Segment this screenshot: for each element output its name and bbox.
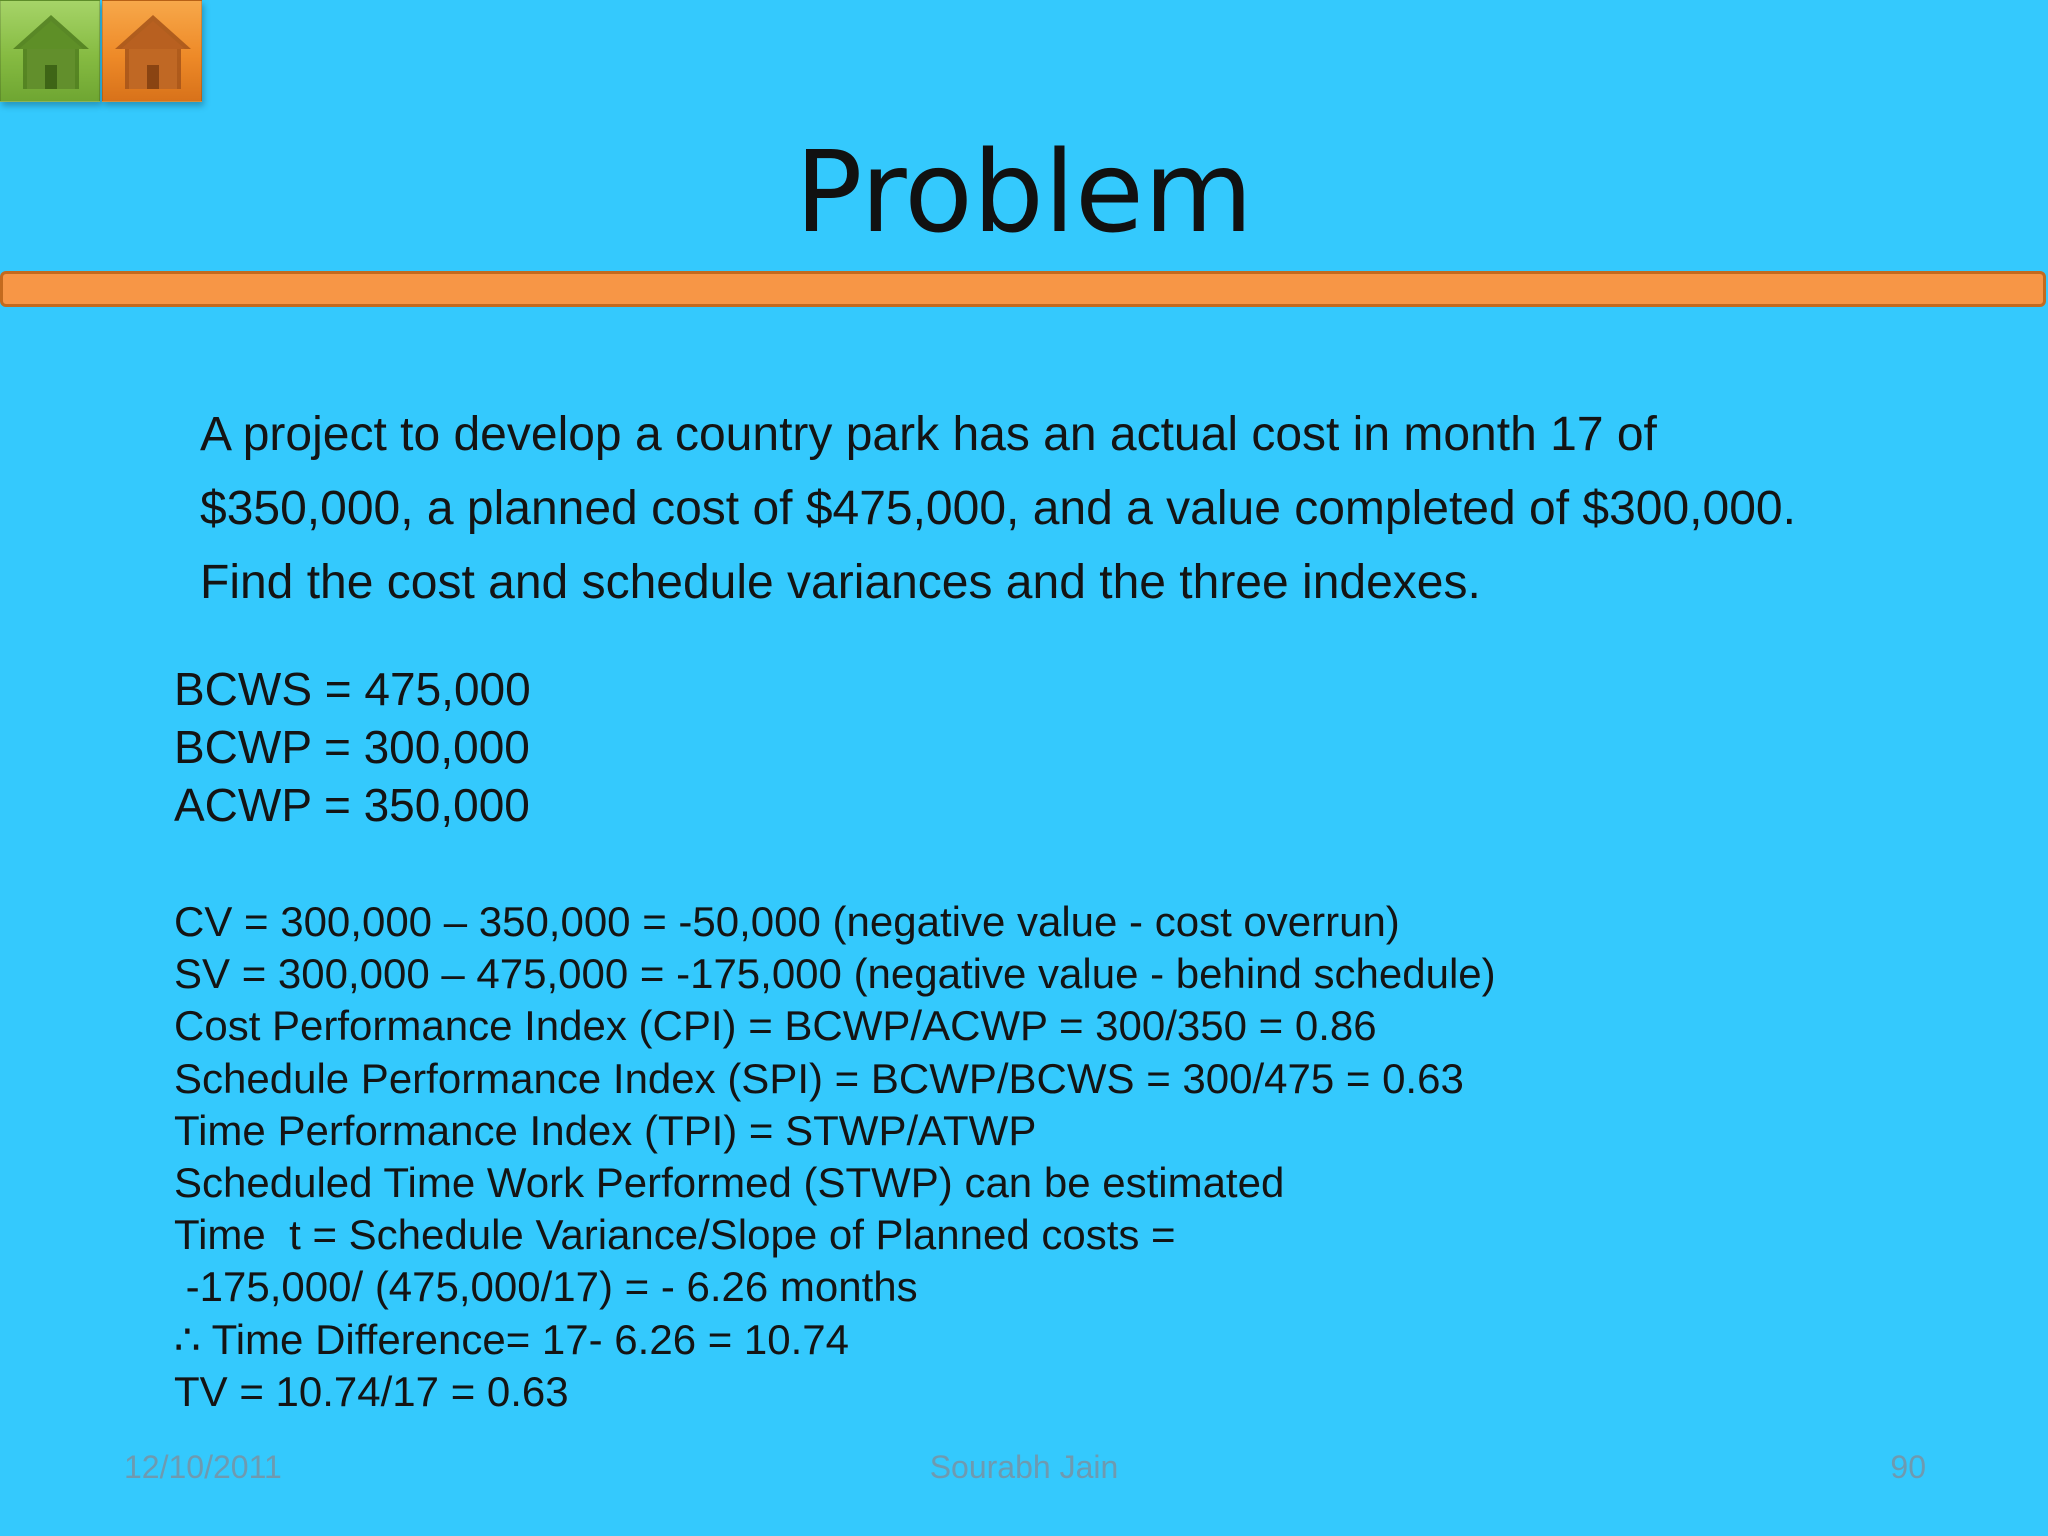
given-values bbox=[174, 660, 531, 834]
problem-statement bbox=[200, 398, 1960, 620]
solution-line: SV = 300,000 – 475,000 = -175,000 (negative value - behind schedule) bbox=[174, 950, 1496, 998]
problem-line: A project to develop a country park has an actual cost in month 17 of bbox=[200, 408, 1657, 461]
home-icon bbox=[111, 9, 195, 93]
solution-line: TV = 10.74/17 = 0.63 bbox=[174, 1367, 569, 1415]
home-icon bbox=[9, 9, 93, 93]
footer-page-number: 90 bbox=[1890, 1449, 1926, 1485]
slide-title: Problem bbox=[795, 128, 1253, 258]
solution-line: ∴ Time Difference= 17- 6.26 = 10.74 bbox=[174, 1315, 850, 1363]
solution-line: CV = 300,000 – 350,000 = -50,000 (negative value - cost overrun) bbox=[174, 898, 1400, 945]
solution-steps bbox=[174, 896, 1496, 1418]
footer-author: Sourabh Jain bbox=[929, 1449, 1119, 1485]
solution-line: -175,000/ (475,000/17) = - 6.26 months bbox=[174, 1263, 918, 1311]
footer-date: 12/10/2011 bbox=[124, 1449, 282, 1485]
variable-line: BCWS = 475,000 bbox=[174, 663, 531, 715]
variable-line: ACWP = 350,000 bbox=[174, 779, 530, 831]
solution-line: Scheduled Time Work Performed (STWP) can be estimated bbox=[174, 1159, 1285, 1207]
title-divider-bar bbox=[0, 271, 2046, 307]
problem-line: Find the cost and schedule variances and the three indexes. bbox=[200, 556, 1481, 609]
variable-line: BCWP = 300,000 bbox=[174, 721, 530, 773]
home-button-orange[interactable] bbox=[102, 0, 202, 102]
home-button-green[interactable] bbox=[0, 0, 100, 102]
solution-line: Schedule Performance Index (SPI) = BCWP/BCWS = 300/475 = 0.63 bbox=[174, 1054, 1464, 1102]
solution-line: Time t = Schedule Variance/Slope of Planned costs = bbox=[174, 1211, 1176, 1259]
problem-line: $350,000, a planned cost of $475,000, and a value completed of $300,000. bbox=[200, 482, 1796, 535]
solution-line: Cost Performance Index (CPI) = BCWP/ACWP = 300/350 = 0.86 bbox=[174, 1002, 1377, 1050]
solution-line: Time Performance Index (TPI) = STWP/ATWP bbox=[174, 1106, 1037, 1154]
